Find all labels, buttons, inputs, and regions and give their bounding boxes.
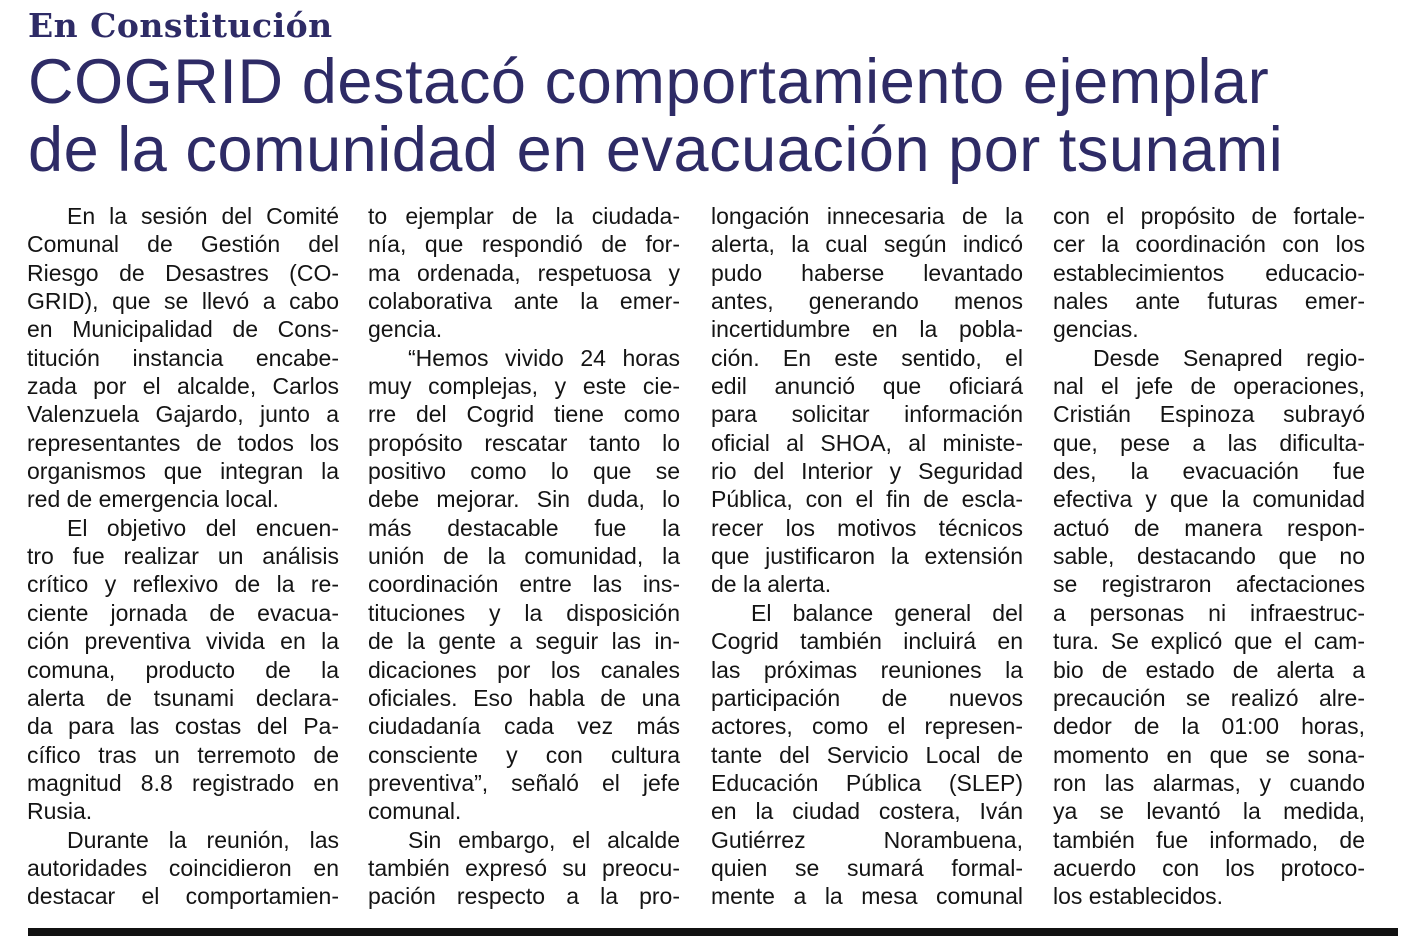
text-line: zada por el alcalde, Carlos	[27, 373, 339, 400]
text-line: GRID), que se llevó a cabo	[27, 288, 339, 315]
text-line: dedor de la 01:00 horas,	[1053, 713, 1365, 740]
text-line: consciente y con cultura	[368, 741, 680, 768]
text-line: nales ante futuras emer-	[1053, 288, 1365, 315]
text-line: sable, destacando que no	[1053, 543, 1365, 570]
text-line: precaución se realizó alre-	[1053, 684, 1365, 711]
text-line: comuna, producto de la	[27, 656, 339, 683]
article-column-2	[368, 202, 680, 911]
text-line: destacar el comportamien-	[27, 883, 339, 910]
text-line: edil anunció que oficiará	[711, 373, 1023, 400]
text-line: “Hemos vivido 24 horas	[408, 344, 680, 371]
text-line: efectiva y que la comunidad	[1053, 486, 1365, 513]
text-line: bio de estado de alerta a	[1053, 656, 1365, 683]
article-column-1	[27, 202, 339, 911]
text-line: unión de la comunidad, la	[368, 543, 680, 570]
text-line: rio del Interior y Seguridad	[711, 458, 1023, 485]
text-line: autoridades coincidieron en	[27, 854, 339, 881]
text-line: incertidumbre en la pobla-	[711, 316, 1023, 343]
text-line: En la sesión del Comité	[67, 203, 339, 229]
text-line: muy complejas, y este cie-	[368, 373, 680, 400]
text-line: da para las costas del Pa-	[27, 713, 339, 740]
text-line: los establecidos.	[1053, 883, 1224, 910]
article-column-3	[711, 202, 1023, 911]
text-line: El balance general del	[751, 599, 1023, 626]
text-line: oficiales. Eso habla de una	[368, 684, 680, 711]
text-line: preventiva”, señaló el jefe	[368, 769, 680, 796]
text-line: representantes de todos los	[27, 429, 339, 456]
text-line: Durante la reunión, las	[67, 826, 339, 853]
text-line: las próximas reuniones la	[711, 656, 1023, 683]
text-line: a personas ni infraestruc-	[1053, 599, 1365, 626]
text-line: gencia.	[368, 316, 443, 343]
text-line: Cogrid también incluirá en	[711, 628, 1023, 655]
text-line: de la gente a seguir las in-	[368, 628, 680, 655]
text-line: ción preventiva vivida en la	[27, 628, 339, 655]
text-line: titución instancia encabe-	[27, 344, 339, 371]
text-line: que, pese a las dificulta-	[1053, 429, 1365, 456]
text-line: más destacable fue la	[368, 514, 680, 541]
text-line: Gutiérrez Norambuena,	[711, 826, 1023, 853]
text-line: se registraron afectaciones	[1053, 571, 1365, 598]
text-line: cer la coordinación con los	[1053, 231, 1365, 258]
text-line: Valenzuela Gajardo, junto a	[27, 401, 339, 428]
article-headline	[28, 48, 1398, 184]
text-line: recer los motivos técnicos	[711, 514, 1023, 541]
text-line: también fue informado, de	[1053, 826, 1365, 853]
headline-line: de la comunidad en evacuación por tsunami	[28, 115, 1284, 185]
text-line: comunal.	[368, 798, 462, 825]
text-line: tante del Servicio Local de	[711, 741, 1023, 768]
section-kicker: En Constitución	[28, 6, 333, 45]
text-line: debe mejorar. Sin duda, lo	[368, 486, 680, 513]
text-line: alerta, la cual según indicó	[711, 231, 1023, 258]
text-line: ciente jornada de evacua-	[27, 599, 339, 626]
text-line: acuerdo con los protoco-	[1053, 854, 1365, 881]
text-line: Riesgo de Desastres (CO-	[27, 259, 339, 286]
text-line: también expresó su preocu-	[368, 854, 680, 881]
text-line: positivo como lo que se	[368, 458, 680, 485]
text-line: des, la evacuación fue	[1053, 458, 1365, 485]
text-line: que justificaron la extensión	[711, 543, 1023, 570]
text-line: momento en que se sona-	[1053, 741, 1365, 768]
text-line: Cristián Espinoza subrayó	[1053, 401, 1365, 428]
text-line: El objetivo del encuen-	[67, 514, 339, 541]
text-line: organismos que integran la	[27, 458, 339, 485]
text-line: quien se sumará formal-	[711, 854, 1023, 881]
text-line: magnitud 8.8 registrado en	[27, 769, 339, 796]
text-line: ma ordenada, respetuosa y	[368, 259, 680, 286]
text-line: ciudadanía cada vez más	[368, 713, 680, 740]
text-line: Rusia.	[27, 798, 93, 825]
text-line: crítico y reflexivo de la re-	[27, 571, 339, 598]
text-line: actuó de manera respon-	[1053, 514, 1365, 541]
text-line: tura. Se explicó que el cam-	[1053, 628, 1365, 655]
text-line: mente a la mesa comunal	[711, 883, 1023, 910]
text-line: cífico tras un terremoto de	[27, 741, 339, 768]
text-line: ron las alarmas, y cuando	[1053, 769, 1365, 796]
text-line: red de emergencia local.	[27, 486, 279, 513]
text-line: dicaciones por los canales	[368, 656, 680, 683]
text-line: ción. En este sentido, el	[711, 344, 1023, 371]
text-line: establecimientos educacio-	[1053, 259, 1365, 286]
text-line: antes, generando menos	[711, 288, 1023, 315]
text-line: Desde Senapred regio-	[1093, 344, 1365, 371]
text-line: tro fue realizar un análisis	[27, 543, 339, 570]
text-line: de la alerta.	[711, 571, 832, 598]
text-line: pación respecto a la pro-	[368, 883, 680, 910]
text-line: nía, que respondió de for-	[368, 231, 680, 258]
text-line: con el propósito de fortale-	[1053, 203, 1365, 229]
text-line: para solicitar información	[711, 401, 1023, 428]
text-line: longación innecesaria de la	[711, 203, 1023, 229]
text-line: Comunal de Gestión del	[27, 231, 339, 258]
text-line: pudo haberse levantado	[711, 259, 1023, 286]
text-line: alerta de tsunami declara-	[27, 684, 339, 711]
text-line: Educación Pública (SLEP)	[711, 769, 1023, 796]
text-line: nal el jefe de operaciones,	[1053, 373, 1365, 400]
text-line: coordinación entre las ins-	[368, 571, 680, 598]
text-line: oficial al SHOA, al ministe-	[711, 429, 1023, 456]
text-line: participación de nuevos	[711, 684, 1023, 711]
headline-line: COGRID destacó comportamiento ejemplar	[28, 47, 1270, 117]
text-line: to ejemplar de la ciudada-	[368, 203, 680, 229]
text-line: gencias.	[1053, 316, 1139, 343]
text-line: en la ciudad costera, Iván	[711, 798, 1023, 825]
text-line: Pública, con el fin de escla-	[711, 486, 1023, 513]
article-column-4	[1053, 202, 1365, 911]
text-line: colaborativa ante la emer-	[368, 288, 680, 315]
text-line: actores, como el represen-	[711, 713, 1023, 740]
text-line: rre del Cogrid tiene como	[368, 401, 680, 428]
text-line: en Municipalidad de Cons-	[27, 316, 339, 343]
text-line: tituciones y la disposición	[368, 599, 680, 626]
bottom-rule	[28, 928, 1398, 936]
text-line: propósito rescatar tanto lo	[368, 429, 680, 456]
text-line: Sin embargo, el alcalde	[408, 826, 680, 853]
text-line: ya se levantó la medida,	[1053, 798, 1365, 825]
